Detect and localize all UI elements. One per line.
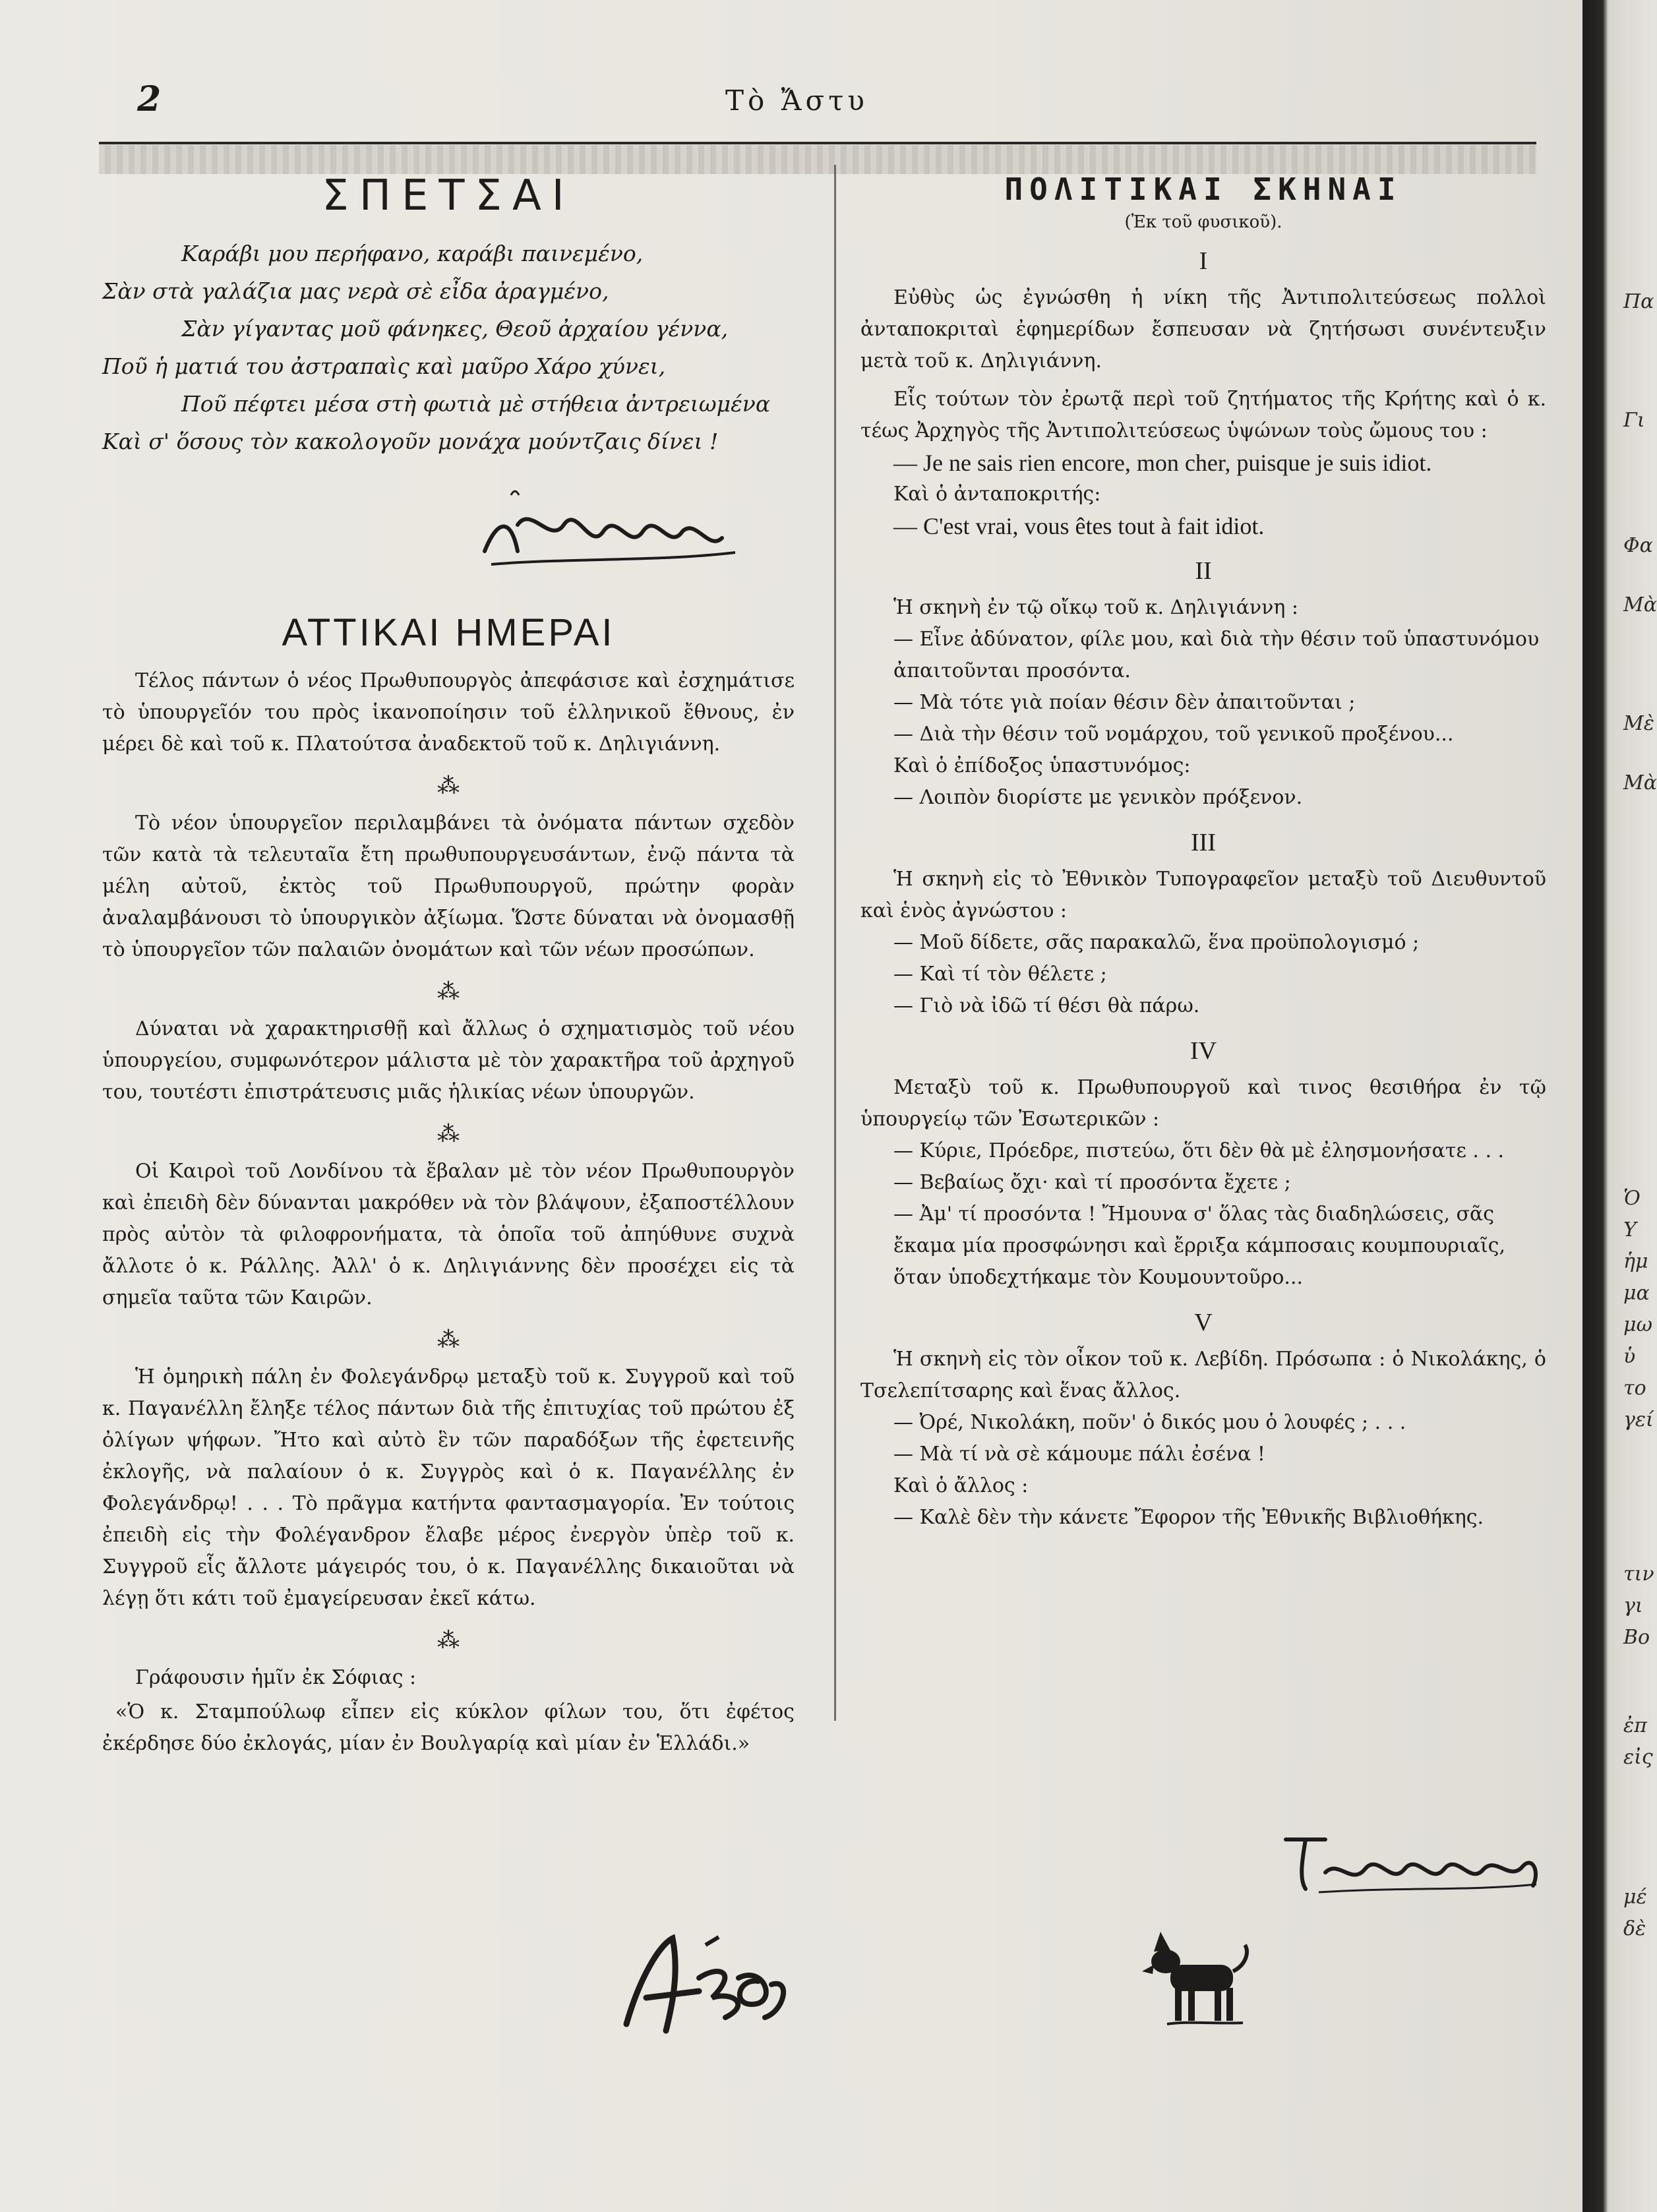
article-paragraph: Δύναται νὰ χαρακτηρισθῇ καὶ ἄλλως ὁ σχηματισμὸς τοῦ νέου ὑπουργείου, συμφωνότερον μάλιστα μὲ τὸν χαρακτῆρα τοῦ ἀρχηγοῦ του, τουτέστι ἐπιστράτευσις μιᾶς ἡλικίας νέων ὑπουργῶν. xyxy=(102,1017,795,1104)
edge-fragment: Υ xyxy=(1623,1218,1637,1241)
poem-line: Ποῦ ἡ ματιά του ἀστραπαὶς καὶ μαῦρο Χάρο χύνει, xyxy=(102,353,666,379)
article-paragraph: «Ὁ κ. Σταμπούλωφ εἶπεν εἰς κύκλον φίλων του, ὅτι ἐφέτος ἐκέρδησε δύο ἐκλογάς, μίαν ἐν Βουλγαρίᾳ καὶ μίαν ἐν Ἑλλάδι.» xyxy=(102,1700,795,1755)
edge-fragment: Φα xyxy=(1623,534,1653,557)
separator-star: ⁂ xyxy=(437,773,460,799)
spetsai-poem xyxy=(102,235,795,460)
dialogue-line: — Γιὸ νὰ ἰδῶ τί θέσι θὰ πάρω. xyxy=(893,994,1200,1017)
article-paragraph: Ἡ ὁμηρικὴ πάλη ἐν Φολεγάνδρῳ μεταξὺ τοῦ κ. Συγγροῦ καὶ τοῦ κ. Παγανέλλη ἔληξε τέλος πάντων διὰ τῆς ἐπιτυχίας τοῦ πρώτου ἐξ ὀλίγων ψήφων. Ἤτο καὶ αὐτὸ ἓν τῶν παραδόξων τῆς ἐφετεινῆς ἐκλογῆς, νὰ παλαίουν ὁ κ. Συγγρὸς καὶ ὁ κ. Παγανέλλης ἐν Φολεγάνδρῳ! . . . Τὸ πρᾶγμα κατήντα φαντασμαγορία. Ἐν τούτοις ἐπειδὴ εἰς τὴν Φολέγανδρον ἔλαβε μέρος ἐνεργὸν ὑπὲρ τοῦ κ. Συγγροῦ εἷς ἄλλοτε μάγειρός του, ὁ κ. Παγανέλλης δικαιοῦται νὰ λέγῃ ὅτι κάτι τοῦ ἐμαγείρευσαν ἐκεῖ κάτω. xyxy=(102,1365,795,1610)
page-number: 2 xyxy=(137,79,162,119)
poem-line: Καὶ σ' ὅσους τὸν κακολογοῦν μονάχα μούντζαις δίνει ! xyxy=(102,429,719,454)
edge-fragment: μέ xyxy=(1623,1886,1647,1909)
edge-fragment: μα xyxy=(1623,1282,1650,1305)
edge-fragment: ἡμ xyxy=(1623,1250,1648,1273)
dialogue-line: — Ἀμ' τί προσόντα ! Ἤμουνα σ' ὅλας τὰς διαδηλώσεις, σᾶς ἔκαμα μία προσφώνησι καὶ ἔρριξα κάμποσαις κουμπουριαῖς, ὅταν ὑποδεχτήκαμε τὸν Κουμουντοῦρο... xyxy=(893,1203,1506,1289)
edge-fragment: Μὰ xyxy=(1623,593,1657,616)
poem-line: Καράβι μου περήφανο, καράβι παινεμένο, xyxy=(181,241,644,266)
signature-ypexynomos-graphic xyxy=(471,479,748,578)
scene-numeral: III xyxy=(1191,829,1216,856)
edge-fragment: μω xyxy=(1623,1313,1652,1336)
dialogue-line: — Ὀρέ, Νικολάκη, ποῦν' ὁ δικός μου ὁ λουφές ; . . . xyxy=(893,1411,1406,1434)
dialogue-line: — Βεβαίως ὄχι· καὶ τί προσόντα ἔχετε ; xyxy=(893,1171,1291,1194)
edge-fragment: Πα xyxy=(1623,290,1654,313)
scene-intro: Εὐθὺς ὡς ἐγνώσθη ἡ νίκη τῆς Ἀντιπολιτεύσεως πολλοὶ ἀνταποκριταὶ ἐφημερίδων ἔσπευσαν νὰ ζητήσωσι συνέντευξιν μετὰ τοῦ κ. Δηλιγιάννη. xyxy=(860,286,1546,373)
column-divider xyxy=(834,165,836,1721)
scene-numeral: V xyxy=(1194,1309,1213,1336)
dialogue-line: — Κύριε, Πρόεδρε, πιστεύω, ὅτι δὲν θὰ μὲ ἐλησμονήσατε . . . xyxy=(893,1139,1505,1162)
scene-intro: Ἡ σκηνὴ εἰς τὸν οἶκον τοῦ κ. Λεβίδη. Πρόσωπα : ὁ Νικολάκης, ὁ Τσελεπίτσαρης καὶ ἕνας ἄλλος. xyxy=(860,1348,1546,1402)
signature-azos-graphic xyxy=(607,1919,804,2044)
right-column xyxy=(860,171,1546,1534)
politikai-subtitle: (Ἐκ τοῦ φυσικοῦ). xyxy=(1124,212,1282,232)
edge-fragment: γεί xyxy=(1623,1408,1654,1431)
edge-fragment: Μὲ xyxy=(1623,712,1654,735)
left-column xyxy=(102,171,795,1760)
scene-numeral: II xyxy=(1195,557,1212,585)
article-paragraph: Τέλος πάντων ὁ νέος Πρωθυπουργὸς ἀπεφάσισε καὶ ἐσχημάτισε τὸ ὑπουργεῖόν του πρὸς ἱκανοποίησιν τοῦ ἑλληνικοῦ ἔθνους, ἐν μέρει δὲ καὶ τοῦ κ. Πλατούτσα ἀναδεκτοῦ τοῦ κ. Δηλιγιάννη. xyxy=(102,669,795,756)
edge-fragment: δὲ xyxy=(1623,1917,1646,1940)
edge-fragment: Γι xyxy=(1623,409,1645,432)
dialogue-line: — Μοῦ δίδετε, σᾶς παρακαλῶ, ἕνα προϋπολογισμό ; xyxy=(893,931,1420,954)
edge-fragment: το xyxy=(1623,1377,1646,1400)
spetsai-title: ΣΠΕΤΣΑΙ xyxy=(322,171,575,220)
scene-intro: Μεταξὺ τοῦ κ. Πρωθυπουργοῦ καὶ τινος θεσιθήρα ἐν τῷ ὑπουργείῳ τῶν Ἐσωτερικῶν : xyxy=(860,1076,1546,1131)
spetsai-signature xyxy=(471,479,748,578)
article-paragraph: Τὸ νέον ὑπουργεῖον περιλαμβάνει τὰ ὀνόματα πάντων σχεδὸν τῶν κατὰ τὰ τελευταῖα ἔτη πρωθυπουργευσάντων, ἐνῷ πάντα τὰ μέλη αὐτοῦ, ἐκτὸς τοῦ Πρωθυπουργοῦ, πρώτην φορὰν ἀναλαμβάνουσι τὸ ὑπουργικὸν ἀξίωμα. Ὥστε δύναται νὰ ὀνομασθῇ τὸ ὑπουργεῖον τῶν παλαιῶν ὀνομάτων καὶ τῶν νέων προσώπων. xyxy=(102,812,795,961)
edge-fragment: ἐπ xyxy=(1623,1714,1647,1737)
dog-illustration xyxy=(1134,1925,1253,2031)
scene-intro: Εἷς τούτων τὸν ἐρωτᾷ περὶ τοῦ ζητήματος τῆς Κρήτης καὶ ὁ κ. τέως Ἀρχηγὸς τῆς Ἀντιπολιτεύσεως ὑψώνων τοὺς ὤμους του : xyxy=(860,388,1546,442)
dialogue-line: — Je ne sais rien encore, mon cher, puisque je suis idiot. xyxy=(893,450,1432,476)
edge-fragment: Βο xyxy=(1623,1626,1650,1649)
separator-star: ⁂ xyxy=(437,1121,460,1147)
attikai-title: ΑΤΤΙΚΑΙ ΗΜΕΡΑΙ xyxy=(282,611,615,654)
poem-line: Ποῦ πέφτει μέσα στὴ φωτιὰ μὲ στήθεια ἀντρειωμένα xyxy=(181,391,771,417)
scene-numeral: I xyxy=(1199,247,1208,275)
dialogue-line: — Μὰ τί νὰ σὲ κάμουμε πάλι ἐσένα ! xyxy=(893,1443,1265,1466)
dialogue-line: — Λοιπὸν διορίστε με γενικὸν πρόξενον. xyxy=(893,786,1303,809)
politikai-title: ΠΟΛΙΤΙΚΑΙ ΣΚΗΝΑΙ xyxy=(1004,171,1402,207)
scene-intro: Ἡ σκηνὴ ἐν τῷ οἴκῳ τοῦ κ. Δηλιγιάννη : xyxy=(893,596,1299,619)
masthead: Τὸ Ἄστυ xyxy=(725,84,868,117)
dialogue-line: — Εἶνε ἀδύνατον, φίλε μου, καὶ διὰ τὴν θέσιν τοῦ ὑπαστυνόμου ἀπαιτοῦνται προσόντα. xyxy=(893,628,1540,682)
azos-signature xyxy=(607,1919,804,2044)
adjacent-page-edge xyxy=(1582,0,1657,2212)
separator-star: ⁂ xyxy=(437,1627,460,1654)
article-paragraph: Οἱ Καιροὶ τοῦ Λονδίνου τὰ ἔβαλαν μὲ τὸν νέον Πρωθυπουργὸν καὶ ἐπειδὴ δὲν δύνανται μακρόθεν νὰ τὸν βλάψουν, ἐξαποστέλλουν πρὸς αὐτὸν τὰ φιλοφρονήματα, τὰ ὁποῖα τοῦ ἀπηύθυνε συχνὰ ἄλλοτε ὁ κ. Ράλλης. Ἀλλ' ὁ κ. Δηλιγιάννης δὲν προσέχει εἰς τὰ σημεῖα ταῦτα τῶν Καιρῶν. xyxy=(102,1160,795,1309)
poem-line: Σὰν γίγαντας μοῦ φάνηκες, Θεοῦ ἀρχαίου γέννα, xyxy=(181,316,729,342)
dialogue-line: Καὶ ὁ ἀνταποκριτής: xyxy=(893,483,1101,506)
edge-fragment: ὑ xyxy=(1623,1345,1636,1368)
edge-fragment: τιν xyxy=(1623,1563,1654,1586)
poem-line: Σὰν στὰ γαλάζια μας νερὰ σὲ εἶδα ἀραγμένο, xyxy=(102,278,609,304)
separator-star: ⁂ xyxy=(437,1327,460,1353)
edge-fragment: Μὰ xyxy=(1623,771,1657,794)
edge-fragment: εἰς xyxy=(1623,1746,1653,1769)
tsopanakos-signature xyxy=(1273,1826,1550,1899)
dialogue-line: Καὶ ὁ ἐπίδοξος ὑπαστυνόμος: xyxy=(893,754,1191,777)
dialogue-line: — Μὰ τότε γιὰ ποίαν θέσιν δὲν ἀπαιτοῦνται ; xyxy=(893,691,1356,714)
dialogue-line: — Διὰ τὴν θέσιν τοῦ νομάρχου, τοῦ γενικοῦ προξένου... xyxy=(893,723,1454,746)
edge-fragment: γι xyxy=(1623,1594,1643,1617)
dialogue-line: — C'est vrai, vous êtes tout à fait idiot. xyxy=(893,513,1265,539)
signature-tsopanakos-graphic xyxy=(1273,1826,1550,1899)
scene-numeral: IV xyxy=(1190,1037,1217,1065)
separator-star: ⁂ xyxy=(437,978,460,1005)
dialogue-line: — Καλὲ δὲν τὴν κάνετε Ἔφορον τῆς Ἐθνικῆς Βιβλιοθήκης. xyxy=(893,1506,1484,1529)
header-band xyxy=(99,145,1536,174)
dialogue-line: Καὶ ὁ ἄλλος : xyxy=(893,1474,1029,1497)
scene-intro: Ἡ σκηνὴ εἰς τὸ Ἐθνικὸν Τυπογραφεῖον μεταξὺ τοῦ Διευθυντοῦ καὶ ἑνὸς ἀγνώστου : xyxy=(860,868,1546,922)
edge-fragment: Ὁ xyxy=(1623,1187,1641,1210)
header-rule xyxy=(99,142,1536,144)
dialogue-line: — Καὶ τί τὸν θέλετε ; xyxy=(893,963,1107,986)
article-paragraph: Γράφουσιν ἡμῖν ἐκ Σόφιας : xyxy=(135,1666,417,1689)
